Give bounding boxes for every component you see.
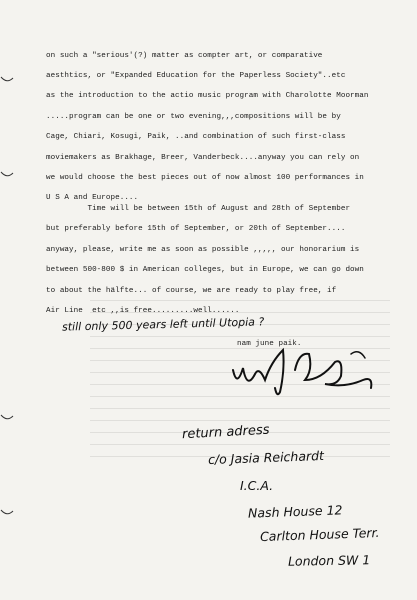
typed-line: Time will be between 15th of August and 28th of September — [46, 205, 351, 213]
typed-line: .....program can be one or two evening,,,compositions will be by — [46, 113, 341, 121]
return-address-line: Carlton House Terr. — [259, 524, 380, 545]
typed-signature: nam june paik. — [237, 340, 302, 348]
punch-mark-lower — [0, 413, 14, 423]
return-address-line: I.C.A. — [240, 478, 274, 493]
typed-line: aesthtics, or "Expanded Education for the Paperless Society"..etc — [46, 72, 346, 80]
punch-mark-upper — [0, 170, 14, 180]
typed-line: moviemakers as Brakhage, Breer, Vanderbeck....anyway you can rely on — [46, 154, 360, 162]
typed-line: between 500-800 $ in American colleges, but in Europe, we can go down — [46, 266, 364, 274]
typed-line: but preferably before 15th of September, or 20th of September.... — [46, 225, 346, 233]
typed-line: Cage, Chiari, Kosugi, Paik, ..and combination of such first-class — [46, 133, 346, 141]
return-address-line: c/o Jasia Reichardt — [207, 447, 325, 468]
return-address-heading: return adress — [181, 422, 270, 443]
typed-line: as the introduction to the actio music program with Charolotte Moorman — [46, 92, 369, 100]
handwritten-note: still only 500 years left until Utopia ? — [61, 315, 265, 334]
return-address-line: Nash House 12 — [247, 502, 343, 521]
typed-line: to about the hälfte... of course, we are ready to play free, if — [46, 287, 337, 295]
typed-line: anyway, please, write me as soon as possible ,,,,, our honorarium is — [46, 246, 360, 254]
punch-mark-bottom — [0, 508, 14, 518]
typed-line: on such a "serious'(?) matter as compter art, or comparative — [46, 52, 323, 60]
typed-line: we would choose the best pieces out of now almost 100 performances in — [46, 174, 364, 182]
punch-mark-top — [0, 75, 14, 85]
typed-line: Air Line etc ,,is free.........well...... — [46, 307, 240, 315]
typed-line: U S A and Europe.... — [46, 194, 139, 202]
handwritten-signature — [225, 340, 385, 402]
return-address-line: London SW 1 — [287, 552, 371, 569]
